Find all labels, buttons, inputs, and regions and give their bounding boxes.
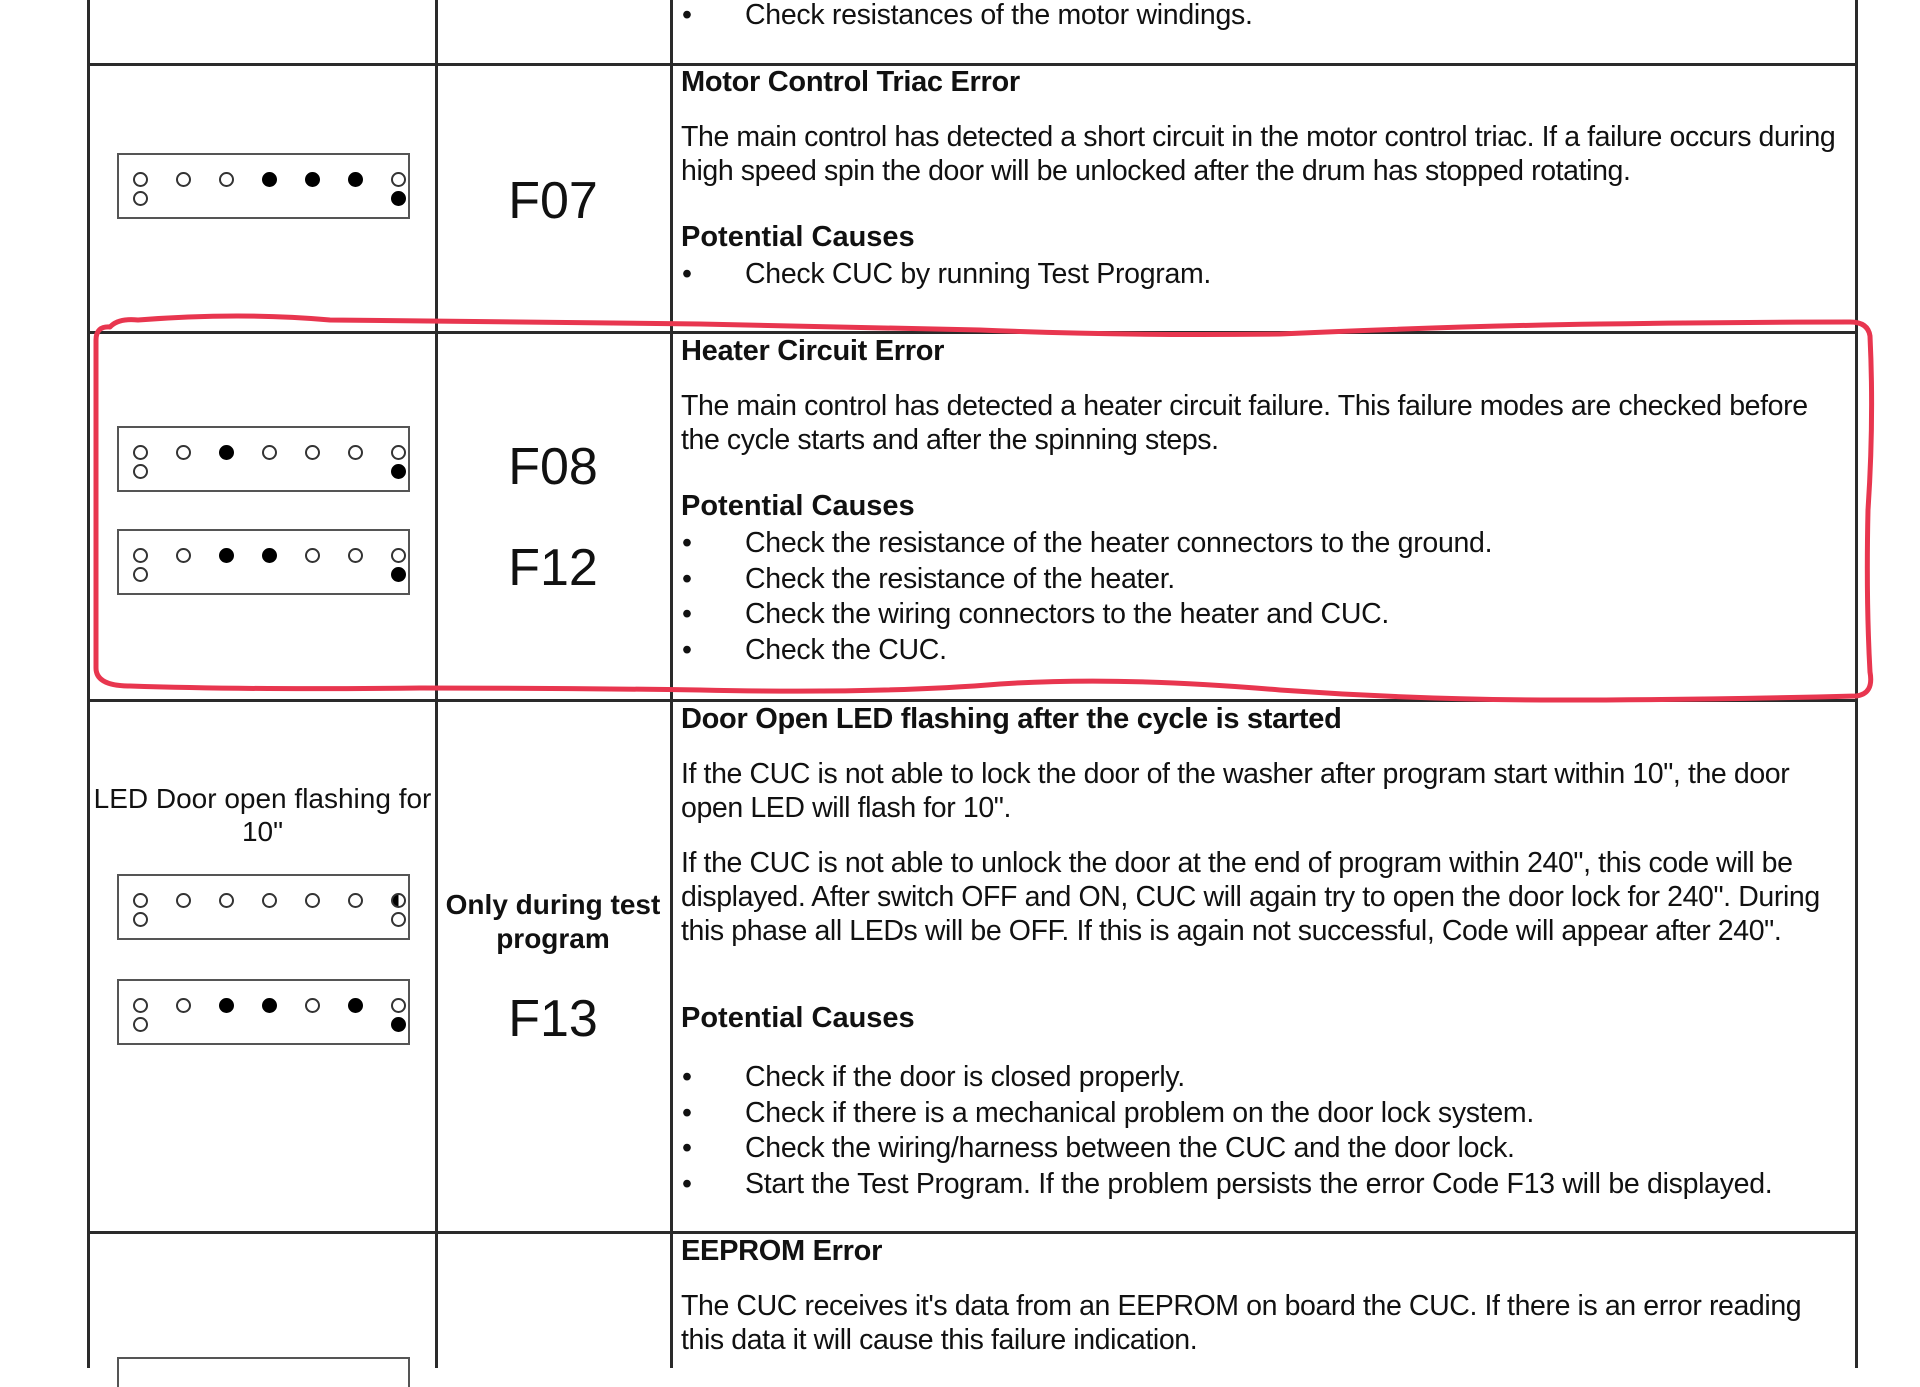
f13-test-note: Only during test program bbox=[445, 889, 661, 954]
eeprom-title: EEPROM Error bbox=[681, 1235, 883, 1267]
f08-causes-label: Potential Causes bbox=[681, 490, 915, 522]
f13-code: F13 bbox=[508, 990, 598, 1048]
f07-causes-label: Potential Causes bbox=[681, 221, 915, 253]
list-item: • Check CUC by running Test Program. bbox=[681, 257, 1211, 292]
f12-code: F12 bbox=[508, 539, 598, 597]
list-item: • Check if the door is closed properly. bbox=[681, 1060, 1772, 1096]
f07-description: The main control has detected a short circuit in the motor control triac. If a failure occurs during high speed spin the door will be unlocked after the drum has stopped rotating. bbox=[681, 121, 1836, 187]
f13-title: Door Open LED flashing after the cycle is started bbox=[681, 703, 1342, 735]
f08-description: The main control has detected a heater circuit failure. This failure modes are checked before the cycle starts and after the spinning steps. bbox=[681, 390, 1808, 456]
list-item: • Check the wiring/harness between the CUC and the door lock. bbox=[681, 1131, 1772, 1167]
f08-code: F08 bbox=[508, 438, 598, 496]
annotation-stroke bbox=[96, 316, 1872, 700]
list-item: • Check resistances of the motor windings. bbox=[681, 0, 1253, 30]
f13-causes-label: Potential Causes bbox=[681, 1002, 915, 1034]
f13-led-note: LED Door open flashing for 10" bbox=[93, 783, 432, 847]
list-item: • Check the resistance of the heater. bbox=[681, 562, 1492, 598]
list-item: • Check the wiring connectors to the heater and CUC. bbox=[681, 597, 1492, 633]
list-item: • Start the Test Program. If the problem persists the error Code F13 will be displayed. bbox=[681, 1167, 1772, 1203]
f08-title: Heater Circuit Error bbox=[681, 335, 945, 367]
list-item: • Check the CUC. bbox=[681, 633, 1492, 669]
f07-code: F07 bbox=[508, 172, 598, 230]
f13-description-2: If the CUC is not able to unlock the door at the end of program within 240", this code will be displayed. After switch OFF and ON, CUC will again try to open the door lock for 240". During this phase all LEDs will be OFF. If this is again not successful, Code will appear after 240". bbox=[681, 847, 1820, 947]
eeprom-description: The CUC receives it's data from an EEPROM on board the CUC. If there is an error reading this data it will cause this failure indication. bbox=[681, 1290, 1802, 1356]
f07-title: Motor Control Triac Error bbox=[681, 66, 1020, 98]
list-item: • Check if there is a mechanical problem on the door lock system. bbox=[681, 1096, 1772, 1132]
f13-description-1: If the CUC is not able to lock the door of the washer after program start within 10", the door open LED will flash for 10". bbox=[681, 758, 1790, 824]
list-item: • Check the resistance of the heater connectors to the ground. bbox=[681, 526, 1492, 562]
